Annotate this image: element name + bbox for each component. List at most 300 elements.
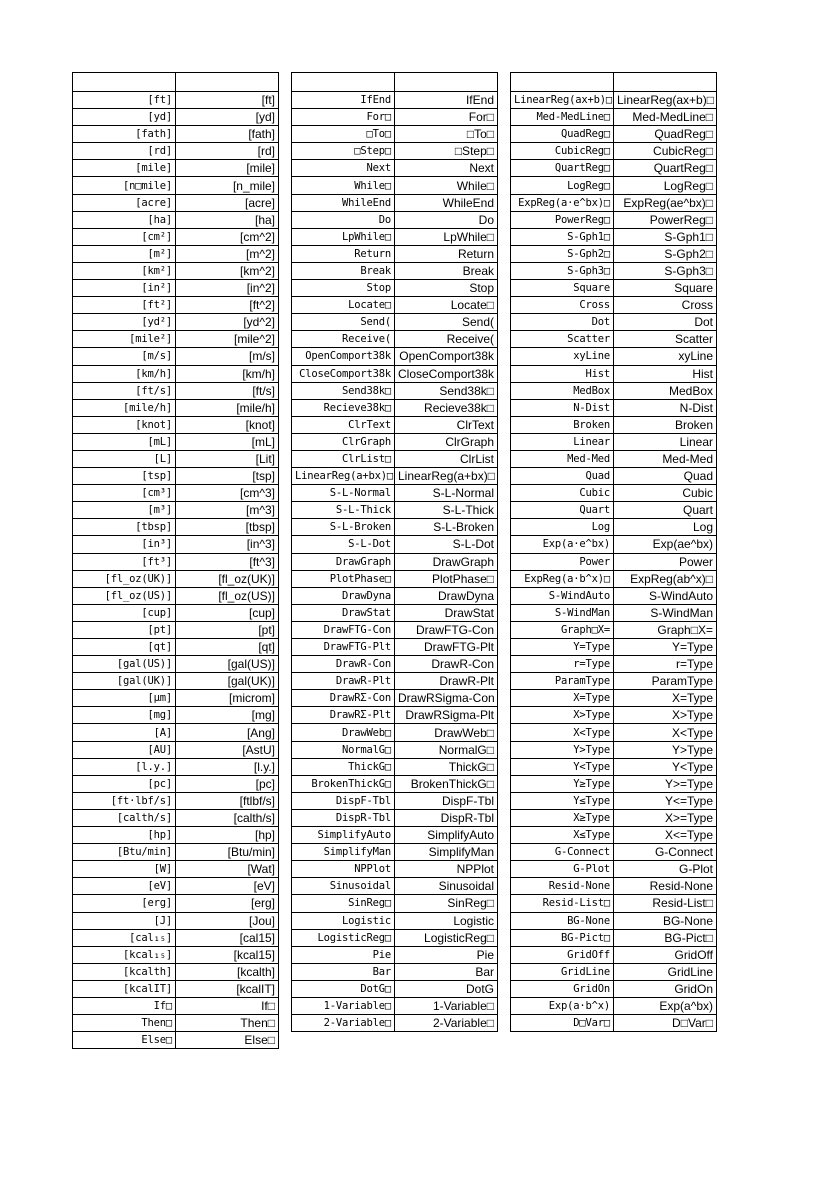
table-row [73, 262, 279, 279]
table-row [511, 997, 717, 1014]
table-row [292, 450, 498, 467]
table-row [511, 314, 717, 331]
text-command: S-Gph1□ [614, 228, 717, 245]
table-row [511, 194, 717, 211]
table-row [73, 929, 279, 946]
calculator-command: S-Gph1□ [511, 228, 614, 245]
calculator-command: GridOff [511, 946, 614, 963]
text-command: NormalG□ [395, 741, 498, 758]
calculator-command: DrawR-Plt [292, 673, 395, 690]
table-row [73, 194, 279, 211]
table-row [73, 92, 279, 109]
calculator-command: 1-Variable□ [292, 997, 395, 1014]
calculator-command: Break [292, 262, 395, 279]
table-row [511, 929, 717, 946]
table-row [292, 536, 498, 553]
text-command: [knot] [176, 416, 279, 433]
calculator-command: LogisticReg□ [292, 929, 395, 946]
text-command: DispR-Tbl [395, 809, 498, 826]
table-row [292, 262, 498, 279]
text-command: BrokenThickG□ [395, 775, 498, 792]
text-command: DrawFTG-Con [395, 621, 498, 638]
table-row [73, 963, 279, 980]
calculator-command: SinReg□ [292, 895, 395, 912]
calculator-command: [hp] [73, 827, 176, 844]
table-row [73, 570, 279, 587]
table-row [511, 228, 717, 245]
table-row [292, 878, 498, 895]
calculator-command: ExpReg(a·e^bx)□ [511, 194, 614, 211]
text-command: Resid-List□ [614, 895, 717, 912]
text-command: X<Type [614, 724, 717, 741]
text-command: S-Gph3□ [614, 262, 717, 279]
table-row [511, 963, 717, 980]
text-command: Med-Med [614, 450, 717, 467]
calculator-command: Send38k□ [292, 382, 395, 399]
table-row [73, 348, 279, 365]
table-row [292, 126, 498, 143]
text-command: Receive( [395, 331, 498, 348]
text-command: [gal(UK)] [176, 673, 279, 690]
text-command: LpWhile□ [395, 228, 498, 245]
table-row [511, 348, 717, 365]
text-command: Y>Type [614, 741, 717, 758]
text-command: ClrList [395, 450, 498, 467]
table-row [511, 946, 717, 963]
calculator-command: [ft/s] [73, 382, 176, 399]
text-command: [Ang] [176, 724, 279, 741]
text-command: [AstU] [176, 741, 279, 758]
calculator-command: [in²] [73, 280, 176, 297]
calculator-command: ClrText [292, 416, 395, 433]
calculator-command: ClrGraph [292, 433, 395, 450]
table-row [292, 792, 498, 809]
calculator-command: CloseComport38k [292, 365, 395, 382]
calculator-command: For□ [292, 109, 395, 126]
text-command: DrawStat [395, 604, 498, 621]
text-command: [mile] [176, 160, 279, 177]
table-row [511, 673, 717, 690]
text-command: Sinusoidal [395, 878, 498, 895]
calculator-command: Broken [511, 416, 614, 433]
calculator-command: DispR-Tbl [292, 809, 395, 826]
text-command: 1-Variable□ [395, 997, 498, 1014]
table-row [73, 878, 279, 895]
calculator-command: Receive( [292, 331, 395, 348]
table-row [511, 211, 717, 228]
table-row [511, 587, 717, 604]
text-command: Resid-None [614, 878, 717, 895]
calculator-command: DrawStat [292, 604, 395, 621]
table-row [511, 707, 717, 724]
calculator-command: G-Connect [511, 844, 614, 861]
table-row [292, 639, 498, 656]
table-row [511, 724, 717, 741]
text-command: MedBox [614, 382, 717, 399]
calculator-command: Do [292, 211, 395, 228]
table-row [511, 262, 717, 279]
table-row [292, 348, 498, 365]
text-command: Else□ [176, 1032, 279, 1049]
table-row [511, 536, 717, 553]
table-row [73, 160, 279, 177]
table-row [292, 587, 498, 604]
calculator-command: [fath] [73, 126, 176, 143]
text-command: DrawFTG-Plt [395, 639, 498, 656]
table-row [73, 399, 279, 416]
text-command: [cm^3] [176, 485, 279, 502]
text-command: Stop [395, 280, 498, 297]
text-command: [mg] [176, 707, 279, 724]
table-row [73, 758, 279, 775]
text-command: [rd] [176, 143, 279, 160]
calculator-command: [ft] [73, 92, 176, 109]
calculator-command: LpWhile□ [292, 228, 395, 245]
text-command: [ft] [176, 92, 279, 109]
text-command: GridLine [614, 963, 717, 980]
calculator-command: [ft²] [73, 297, 176, 314]
table-row [292, 211, 498, 228]
text-command: [ha] [176, 211, 279, 228]
text-command: [Lit] [176, 450, 279, 467]
table-row [511, 382, 717, 399]
table-row [73, 553, 279, 570]
text-command: Med-MedLine□ [614, 109, 717, 126]
calculator-command: NormalG□ [292, 741, 395, 758]
table-row [292, 399, 498, 416]
calculator-command: xyLine [511, 348, 614, 365]
table-row [511, 775, 717, 792]
table-row [511, 365, 717, 382]
text-command: Y>=Type [614, 775, 717, 792]
calculator-command: DrawRΣ-Plt [292, 707, 395, 724]
text-command: DrawDyna [395, 587, 498, 604]
text-command: Dot [614, 314, 717, 331]
text-command: Exp(ae^bx) [614, 536, 717, 553]
table-row [73, 1032, 279, 1049]
calculator-command: □To□ [292, 126, 395, 143]
calculator-command: Hist [511, 365, 614, 382]
text-command: [m/s] [176, 348, 279, 365]
calculator-command: [gal(US)] [73, 656, 176, 673]
table-row [511, 177, 717, 194]
calculator-command: LinearReg(a+bx)□ [292, 468, 395, 485]
text-command: For□ [395, 109, 498, 126]
calculator-command: S-WindMan [511, 604, 614, 621]
calculator-command: DispF-Tbl [292, 792, 395, 809]
table-row [292, 468, 498, 485]
calculator-command: [eV] [73, 878, 176, 895]
calculator-command: [l.y.] [73, 758, 176, 775]
table-row [73, 997, 279, 1014]
calculator-command: Scatter [511, 331, 614, 348]
text-command: X>Type [614, 707, 717, 724]
table-row [511, 399, 717, 416]
table-row [292, 724, 498, 741]
table-row [73, 775, 279, 792]
table-row [511, 758, 717, 775]
text-command: [in^2] [176, 280, 279, 297]
text-command: Bar [395, 963, 498, 980]
table-row [292, 980, 498, 997]
table-row [511, 331, 717, 348]
table-header-cell [511, 73, 614, 92]
table-header-row [292, 73, 498, 92]
text-command: WhileEnd [395, 194, 498, 211]
calculator-command: [J] [73, 912, 176, 929]
text-command: SimplifyMan [395, 844, 498, 861]
table-row [292, 758, 498, 775]
table-row [511, 844, 717, 861]
text-command: NPPlot [395, 861, 498, 878]
table-row [73, 109, 279, 126]
text-command: Log [614, 519, 717, 536]
table-row [73, 228, 279, 245]
calculator-command: [m²] [73, 245, 176, 262]
calculator-command: Return [292, 245, 395, 262]
calculator-command: Resid-None [511, 878, 614, 895]
text-command: S-WindAuto [614, 587, 717, 604]
calculator-command: [kcal₁₅] [73, 946, 176, 963]
table-row [73, 809, 279, 826]
table-row [511, 143, 717, 160]
table-row [292, 827, 498, 844]
calculator-command: 2-Variable□ [292, 1015, 395, 1032]
table-row [511, 690, 717, 707]
text-command: PowerReg□ [614, 211, 717, 228]
calculator-command: ExpReg(a·b^x)□ [511, 570, 614, 587]
text-command: Linear [614, 433, 717, 450]
table-row [73, 741, 279, 758]
table-row [73, 485, 279, 502]
text-command: □Step□ [395, 143, 498, 160]
calculator-command: QuartReg□ [511, 160, 614, 177]
table-row [292, 912, 498, 929]
calculator-command: [mile/h] [73, 399, 176, 416]
text-command: Scatter [614, 331, 717, 348]
text-command: [mile/h] [176, 399, 279, 416]
text-command: IfEnd [395, 92, 498, 109]
calculator-command: Linear [511, 433, 614, 450]
table-row [292, 280, 498, 297]
table-row [292, 946, 498, 963]
text-command: Hist [614, 365, 717, 382]
text-command: [microm] [176, 690, 279, 707]
calculator-command: Stop [292, 280, 395, 297]
text-command: [Wat] [176, 861, 279, 878]
text-command: Return [395, 245, 498, 262]
text-command: G-Plot [614, 861, 717, 878]
calculator-command: [erg] [73, 895, 176, 912]
table-row [292, 707, 498, 724]
text-command: [m^2] [176, 245, 279, 262]
text-command: S-L-Normal [395, 485, 498, 502]
calculator-command: Dot [511, 314, 614, 331]
table-row [511, 297, 717, 314]
text-command: GridOff [614, 946, 717, 963]
table-header-cell [292, 73, 395, 92]
text-command: N-Dist [614, 399, 717, 416]
text-command: [mL] [176, 433, 279, 450]
table-row [292, 895, 498, 912]
table-row [73, 331, 279, 348]
calculator-command: [mg] [73, 707, 176, 724]
text-command: [n_mile] [176, 177, 279, 194]
text-command: GridOn [614, 980, 717, 997]
calculator-command: [qt] [73, 639, 176, 656]
text-command: ClrGraph [395, 433, 498, 450]
table-row [73, 280, 279, 297]
text-command: Square [614, 280, 717, 297]
calculator-command: Med-Med [511, 450, 614, 467]
table-row [511, 741, 717, 758]
text-command: [kcalth] [176, 963, 279, 980]
text-command: DrawGraph [395, 553, 498, 570]
text-command: ClrText [395, 416, 498, 433]
text-command: Cross [614, 297, 717, 314]
calculator-command: GridLine [511, 963, 614, 980]
calculator-command: Log [511, 519, 614, 536]
text-command: LinearReg(a+bx)□ [395, 468, 498, 485]
table-row [511, 621, 717, 638]
text-command: Logistic [395, 912, 498, 929]
calculator-command: [km²] [73, 262, 176, 279]
calculator-command: PlotPhase□ [292, 570, 395, 587]
calculator-command: [pt] [73, 621, 176, 638]
calculator-command: [knot] [73, 416, 176, 433]
calculator-command: Quad [511, 468, 614, 485]
calculator-command: [μm] [73, 690, 176, 707]
command-table-3 [510, 72, 717, 1032]
calculator-command: Exp(a·b^x) [511, 997, 614, 1014]
text-command: S-L-Thick [395, 502, 498, 519]
text-command: [qt] [176, 639, 279, 656]
table-row [511, 92, 717, 109]
text-command: [fath] [176, 126, 279, 143]
table-row [511, 792, 717, 809]
table-row [73, 844, 279, 861]
table-row [511, 656, 717, 673]
command-table-2 [291, 72, 498, 1032]
table-row [511, 553, 717, 570]
table-row [511, 126, 717, 143]
text-command: r=Type [614, 656, 717, 673]
text-command: DrawR-Plt [395, 673, 498, 690]
calculator-command: [m/s] [73, 348, 176, 365]
text-command: X<=Type [614, 827, 717, 844]
calculator-command: X=Type [511, 690, 614, 707]
calculator-command: [cup] [73, 604, 176, 621]
text-command: [ft^2] [176, 297, 279, 314]
table-row [292, 570, 498, 587]
text-command: [in^3] [176, 536, 279, 553]
table-row [73, 502, 279, 519]
text-command: [hp] [176, 827, 279, 844]
text-command: [yd^2] [176, 314, 279, 331]
calculator-command: SimplifyMan [292, 844, 395, 861]
text-command: SinReg□ [395, 895, 498, 912]
table-row [73, 519, 279, 536]
calculator-command: G-Plot [511, 861, 614, 878]
calculator-command: DrawWeb□ [292, 724, 395, 741]
table-row [511, 861, 717, 878]
calculator-command: DrawGraph [292, 553, 395, 570]
calculator-command: Locate□ [292, 297, 395, 314]
calculator-command: [A] [73, 724, 176, 741]
text-command: [yd] [176, 109, 279, 126]
text-command: Pie [395, 946, 498, 963]
calculator-command: LinearReg(ax+b)□ [511, 92, 614, 109]
calculator-command: [mL] [73, 433, 176, 450]
table-row [292, 502, 498, 519]
calculator-command: GridOn [511, 980, 614, 997]
text-command: S-Gph2□ [614, 245, 717, 262]
table-row [511, 433, 717, 450]
table-row [73, 297, 279, 314]
table-row [73, 621, 279, 638]
calculator-command: DotG□ [292, 980, 395, 997]
text-command: Y<Type [614, 758, 717, 775]
calculator-command: S-L-Normal [292, 485, 395, 502]
text-command: SimplifyAuto [395, 827, 498, 844]
text-command: [m^3] [176, 502, 279, 519]
text-command: Cubic [614, 485, 717, 502]
text-command: BG-None [614, 912, 717, 929]
text-command: Exp(a^bx) [614, 997, 717, 1014]
text-command: ExpReg(ae^bx)□ [614, 194, 717, 211]
calculator-command: Graph□X= [511, 621, 614, 638]
text-command: D□Var□ [614, 1015, 717, 1032]
calculator-command: [yd] [73, 109, 176, 126]
table-row [73, 143, 279, 160]
text-command: Graph□X= [614, 621, 717, 638]
calculator-command: [ft·lbf/s] [73, 792, 176, 809]
text-command: Break [395, 262, 498, 279]
table-row [73, 946, 279, 963]
calculator-command: X≥Type [511, 809, 614, 826]
calculator-command: [W] [73, 861, 176, 878]
calculator-command: r=Type [511, 656, 614, 673]
text-command: [eV] [176, 878, 279, 895]
table-row [511, 827, 717, 844]
calculator-command: If□ [73, 997, 176, 1014]
table-row [292, 416, 498, 433]
calculator-command: □Step□ [292, 143, 395, 160]
text-command: CloseComport38k [395, 365, 498, 382]
text-command: Power [614, 553, 717, 570]
calculator-command: DrawDyna [292, 587, 395, 604]
calculator-command: Y≥Type [511, 775, 614, 792]
table-row [292, 194, 498, 211]
table-row [73, 639, 279, 656]
calculator-command: IfEnd [292, 92, 395, 109]
table-row [511, 280, 717, 297]
text-command: DrawR-Con [395, 656, 498, 673]
table-row [292, 553, 498, 570]
table-row [511, 809, 717, 826]
text-command: DotG [395, 980, 498, 997]
text-command: While□ [395, 177, 498, 194]
table-row [73, 177, 279, 194]
text-command: Y=Type [614, 639, 717, 656]
table-header-cell [614, 73, 717, 92]
text-command: X=Type [614, 690, 717, 707]
calculator-command: [ft³] [73, 553, 176, 570]
calculator-command: LogReg□ [511, 177, 614, 194]
table-row [292, 92, 498, 109]
table-row [292, 228, 498, 245]
calculator-command: S-L-Thick [292, 502, 395, 519]
